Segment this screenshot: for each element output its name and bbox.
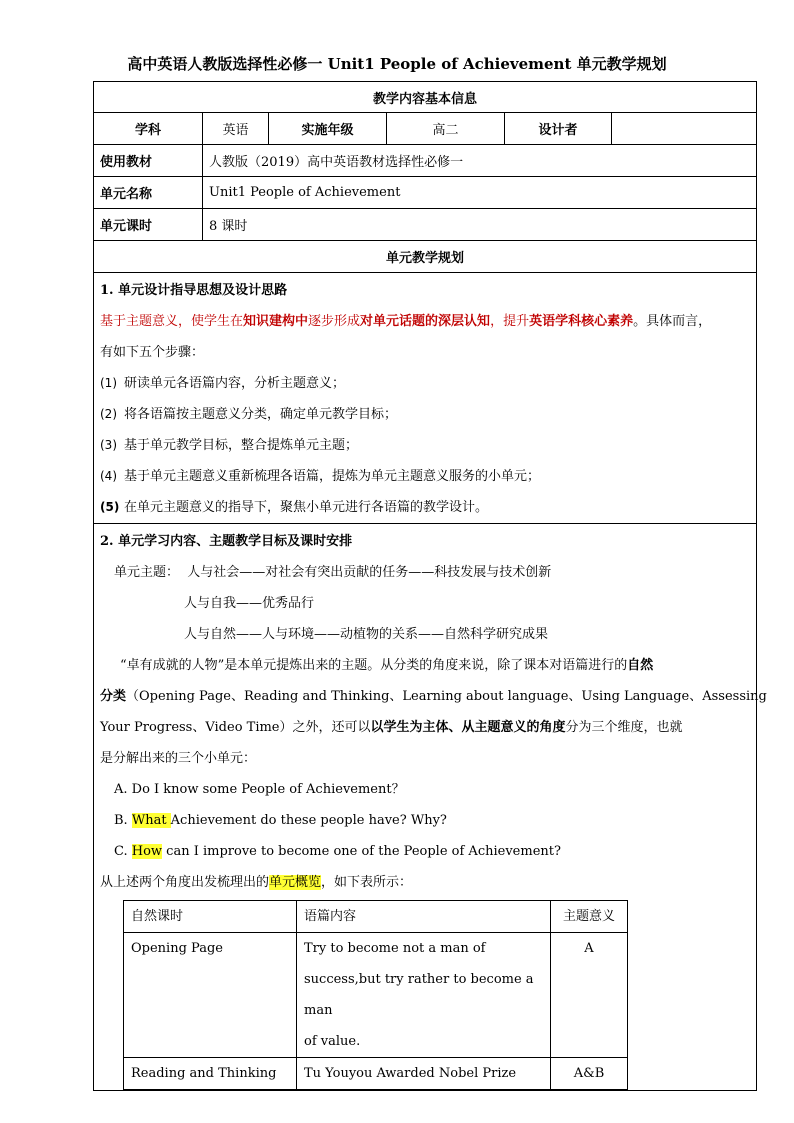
designer-label: 设计者 [505, 113, 612, 145]
overview-intro [100, 867, 750, 898]
highlighted-word: How [131, 844, 163, 859]
textbook-label: 使用教材 [94, 145, 203, 177]
textbook-value: 人教版（2019）高中英语教材选择性必修一 [203, 145, 757, 177]
step-item [100, 430, 750, 461]
theme-line: 人与自我——优秀品行 [184, 596, 315, 611]
step-text: 研读单元各语篇内容，分析主题意义； [124, 376, 346, 391]
para-emphasis: 分类 [100, 689, 127, 704]
step-number: (2) [100, 407, 117, 421]
intro-emphasis: 知识建构中 [243, 314, 309, 329]
intro-part: 。具体而言， [633, 314, 712, 329]
overview-period-cell: Opening Page [124, 933, 297, 1058]
section-1-intro [100, 306, 750, 337]
basic-info-header: 教学内容基本信息 [94, 82, 757, 113]
step-number: (1) [100, 376, 117, 390]
overview-header-content: 语篇内容 [297, 901, 551, 933]
overview-content-cell [297, 933, 551, 1058]
para-emphasis: 自然 [627, 658, 654, 673]
content-line: of value. [304, 1034, 361, 1049]
sub-unit-a: A. Do I know some People of Achievement？ [114, 782, 405, 797]
theme-label: 单元主题： [114, 565, 180, 580]
step-item [100, 368, 750, 399]
step-text: 基于单元教学目标，整合提炼单元主题； [124, 438, 359, 453]
intro-part: ，提升 [490, 314, 530, 329]
step-number: (3) [100, 438, 117, 452]
overview-header-period: 自然课时 [124, 901, 297, 933]
grade-value: 高二 [387, 113, 505, 145]
intro-emphasis: 英语学科核心素养 [529, 314, 634, 329]
table-row [124, 933, 628, 1058]
intro-emphasis: 对单元话题的深层认知 [360, 314, 491, 329]
sub-unit-text: can I improve to become one of the People of Achievement? [162, 844, 561, 859]
subject-label: 学科 [94, 113, 203, 145]
para-text: “卓有成就的人物”是本单元提炼出来的主题。从分类的角度来说，除了课本对语篇进行的 [120, 658, 628, 673]
theme-line [100, 557, 750, 588]
section-1-intro-cont: 有如下五个步骤： [100, 345, 205, 360]
section-1-cell [94, 273, 757, 524]
para-text: （Opening Page、Reading and Thinking、Learning about language、Using Language、Assessing [126, 689, 767, 704]
section-2-cell [94, 524, 767, 1091]
overview-text: ，如下表所示： [321, 875, 413, 890]
content-line: success,but try rather to become a man [304, 972, 534, 1018]
para-text: 分为三个维度，也就 [565, 720, 683, 735]
designer-value [612, 113, 757, 145]
step-number: (4) [100, 469, 117, 483]
unit-plan-table [93, 81, 767, 1091]
step-item [100, 399, 750, 430]
paragraph-line [100, 712, 750, 743]
sub-unit-c [100, 836, 750, 867]
overview-theme-cell: A&B [551, 1058, 628, 1090]
step-item [100, 492, 750, 523]
unit-overview-table [123, 900, 628, 1090]
paragraph-line [100, 681, 767, 712]
sub-unit-text: Achievement do these people have? Why? [170, 813, 447, 828]
sub-unit-prefix: B. [114, 813, 132, 828]
section-2-heading: 2. 单元学习内容、主题教学目标及课时安排 [100, 534, 353, 549]
step-item [100, 461, 750, 492]
unit-name-value: Unit1 People of Achievement [203, 177, 757, 209]
paragraph-line [100, 650, 750, 681]
unit-name-label: 单元名称 [94, 177, 203, 209]
step-text: 在单元主题意义的指导下，聚焦小单元进行各语篇的教学设计。 [124, 500, 489, 515]
overview-header-theme: 主题意义 [551, 901, 628, 933]
table-row [124, 1058, 628, 1090]
section-1-heading: 1. 单元设计指导思想及设计思路 [100, 283, 288, 298]
unit-hours-value: 8 课时 [203, 209, 757, 241]
sub-unit-b [100, 805, 750, 836]
theme-text: 人与社会——对社会有突出贡献的任务——科技发展与技术创新 [187, 565, 552, 580]
content-line: Try to become not a man of [304, 941, 486, 956]
step-text: 将各语篇按主题意义分类，确定单元教学目标； [124, 407, 398, 422]
unit-hours-label: 单元课时 [94, 209, 203, 241]
content-line: Tu Youyou Awarded Nobel Prize [304, 1066, 517, 1081]
para-text: Your Progress、Video Time）之外，还可以 [100, 720, 371, 735]
overview-period-cell: Reading and Thinking [124, 1058, 297, 1090]
step-number: (5) [100, 500, 120, 514]
highlighted-word: 单元概览 [269, 875, 322, 890]
unit-planning-header: 单元教学规划 [94, 241, 757, 273]
sub-unit-prefix: C. [114, 844, 132, 859]
document-title: 高中英语人教版选择性必修一 Unit1 People of Achievement 单元教学规划 [127, 55, 667, 73]
para-emphasis: 以学生为主体、从主题意义的角度 [370, 720, 566, 735]
highlighted-word: What [131, 813, 171, 828]
overview-content-cell [297, 1058, 551, 1090]
grade-label: 实施年级 [269, 113, 387, 145]
intro-part: 逐步形成 [308, 314, 361, 329]
overview-text: 从上述两个角度出发梳理出的 [100, 875, 270, 890]
theme-line: 人与自然——人与环境——动植物的关系——自然科学研究成果 [184, 627, 549, 642]
paragraph-line: 是分解出来的三个小单元： [100, 751, 257, 766]
intro-part: 基于主题意义，使学生在 [100, 314, 244, 329]
overview-theme-cell: A [551, 933, 628, 1058]
subject-value: 英语 [203, 113, 269, 145]
step-text: 基于单元主题意义重新梳理各语篇，提炼为单元主题意义服务的小单元； [124, 469, 541, 484]
